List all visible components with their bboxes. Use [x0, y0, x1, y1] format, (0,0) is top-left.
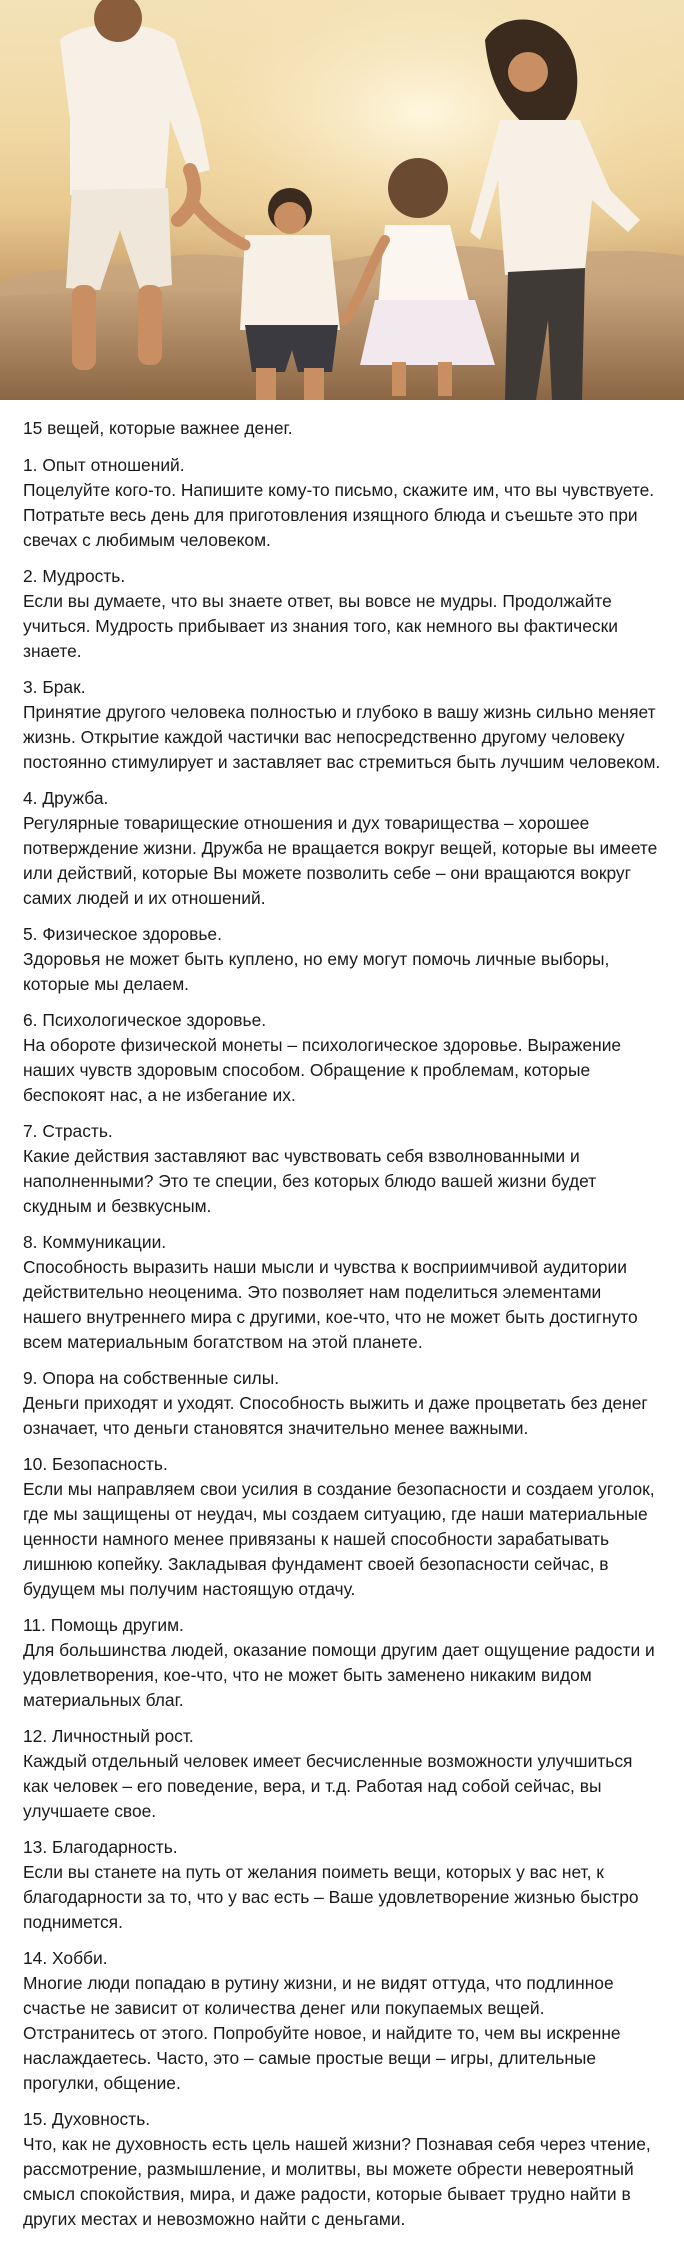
- list-item: [23, 675, 661, 775]
- list-item: [23, 1366, 661, 1441]
- list-item: [23, 1613, 661, 1713]
- list-item: [23, 1230, 661, 1355]
- article-items: [23, 453, 661, 2232]
- list-item: [23, 453, 661, 553]
- list-item: [23, 1452, 661, 1602]
- item-text: Для большинства людей, оказание помощи другим дает ощущение радости и удовлетворения, кое-что, что не может быть заменено никаким видом материальных благ.: [23, 1640, 655, 1710]
- item-heading: 7. Страсть.: [23, 1121, 113, 1141]
- list-item: [23, 786, 661, 911]
- list-item: [23, 922, 661, 997]
- item-heading: 6. Психологическое здоровье.: [23, 1010, 267, 1030]
- item-text: Что, как не духовность есть цель нашей жизни? Познавая себя через чтение, рассмотрение, размышление, и молитвы, вы можете обрести невероятный смысл спокойствия, мира, и даже радости, которые бывает трудно найти в других местах и невозможно найти с деньгами.: [23, 2134, 651, 2229]
- item-heading: 10. Безопасность.: [23, 1454, 168, 1474]
- item-heading: 8. Коммуникации.: [23, 1232, 167, 1252]
- item-text: Способность выразить наши мысли и чувства к восприимчивой аудитории действительно неоценима. Это позволяет нам поделиться элементами нашего внутреннего мира с другими, кое-что, что не может быть достигнуто всем материальным богатством на этой планете.: [23, 1257, 638, 1352]
- list-item: [23, 1724, 661, 1824]
- item-heading: 11. Помощь другим.: [23, 1615, 184, 1635]
- list-item: [23, 1008, 661, 1108]
- item-heading: 2. Мудрость.: [23, 566, 126, 586]
- item-text: Деньги приходят и уходят. Способность выжить и даже процветать без денег означает, что деньги становятся значительно менее важными.: [23, 1393, 648, 1438]
- list-item: [23, 564, 661, 664]
- item-text: Какие действия заставляют вас чувствовать себя взволнованными и наполненными? Это те специи, без которых блюдо вашей жизни будет скудным и безвкусным.: [23, 1146, 597, 1216]
- family-beach-illustration: [0, 0, 684, 400]
- hero-photo: [0, 0, 684, 400]
- list-item: [23, 1835, 661, 1935]
- list-item: [23, 1946, 661, 2096]
- item-text: Поцелуйте кого-то. Напишите кому-то письмо, скажите им, что вы чувствуете. Потратьте весь день для приготовления изящного блюда и съешьте это при свечах с любимым человеком.: [23, 480, 655, 550]
- item-heading: 1. Опыт отношений.: [23, 455, 185, 475]
- item-text: Принятие другого человека полностью и глубоко в вашу жизнь сильно меняет жизнь. Открытие каждой частички вас непосредственно другому человеку постоянно стимулирует и заставляет вас стремиться быть лучшим человеком.: [23, 702, 661, 772]
- item-text: Многие люди попадаю в рутину жизни, и не видят оттуда, что подлинное счастье не зависит от количества денег или покупаемых вещей. Отстранитесь от этого. Попробуйте новое, и найдите то, чем вы искренне наслаждаетесь. Часто, это – самые простые вещи – игры, длительные прогулки, общение.: [23, 1973, 621, 2093]
- article: [0, 400, 684, 2232]
- list-item: [23, 1119, 661, 1219]
- list-item: [23, 2107, 661, 2232]
- item-heading: 3. Брак.: [23, 677, 86, 697]
- article-title: 15 вещей, которые важнее денег.: [23, 418, 293, 438]
- item-heading: 5. Физическое здоровье.: [23, 924, 222, 944]
- item-heading: 12. Личностный рост.: [23, 1726, 194, 1746]
- item-text: Если вы станете на путь от желания поиметь вещи, которых у вас нет, к благодарности за то, что у вас есть – Ваше удовлетворение жизнью быстро поднимется.: [23, 1862, 639, 1932]
- item-heading: 13. Благодарность.: [23, 1837, 178, 1857]
- item-text: Здоровья не может быть куплено, но ему могут помочь личные выборы, которые мы делаем.: [23, 949, 610, 994]
- item-text: Регулярные товарищеские отношения и дух товарищества – хорошее потверждение жизни. Дружба не вращается вокруг вещей, которые вы имеете или действий, которые Вы можете позволить себе – они вращаются вокруг самих людей и их отношений.: [23, 813, 658, 908]
- item-heading: 4. Дружба.: [23, 788, 109, 808]
- item-text: Каждый отдельный человек имеет бесчисленные возможности улучшиться как человек – его поведение, вера, и т.д. Работая над собой сейчас, вы улучшаете свое.: [23, 1751, 633, 1821]
- item-text: Если вы думаете, что вы знаете ответ, вы вовсе не мудры. Продолжайте учиться. Мудрость прибывает из знания того, как немного вы фактически знаете.: [23, 591, 618, 661]
- item-heading: 15. Духовность.: [23, 2109, 151, 2129]
- item-text: Если мы направляем свои усилия в создание безопасности и создаем уголок, где мы защищены от неудач, мы создаем ситуацию, где наши материальные ценности намного менее привязаны к нашей способности зарабатывать лишнюю копейку. Закладывая фундамент своей безопасности сейчас, в будущем мы получим настоящую отдачу.: [23, 1479, 655, 1599]
- item-text: На обороте физической монеты – психологическое здоровье. Выражение наших чувств здоровым способом. Обращение к проблемам, которые беспокоят нас, а не избегание их.: [23, 1035, 622, 1105]
- item-heading: 14. Хобби.: [23, 1948, 108, 1968]
- item-heading: 9. Опора на собственные силы.: [23, 1368, 280, 1388]
